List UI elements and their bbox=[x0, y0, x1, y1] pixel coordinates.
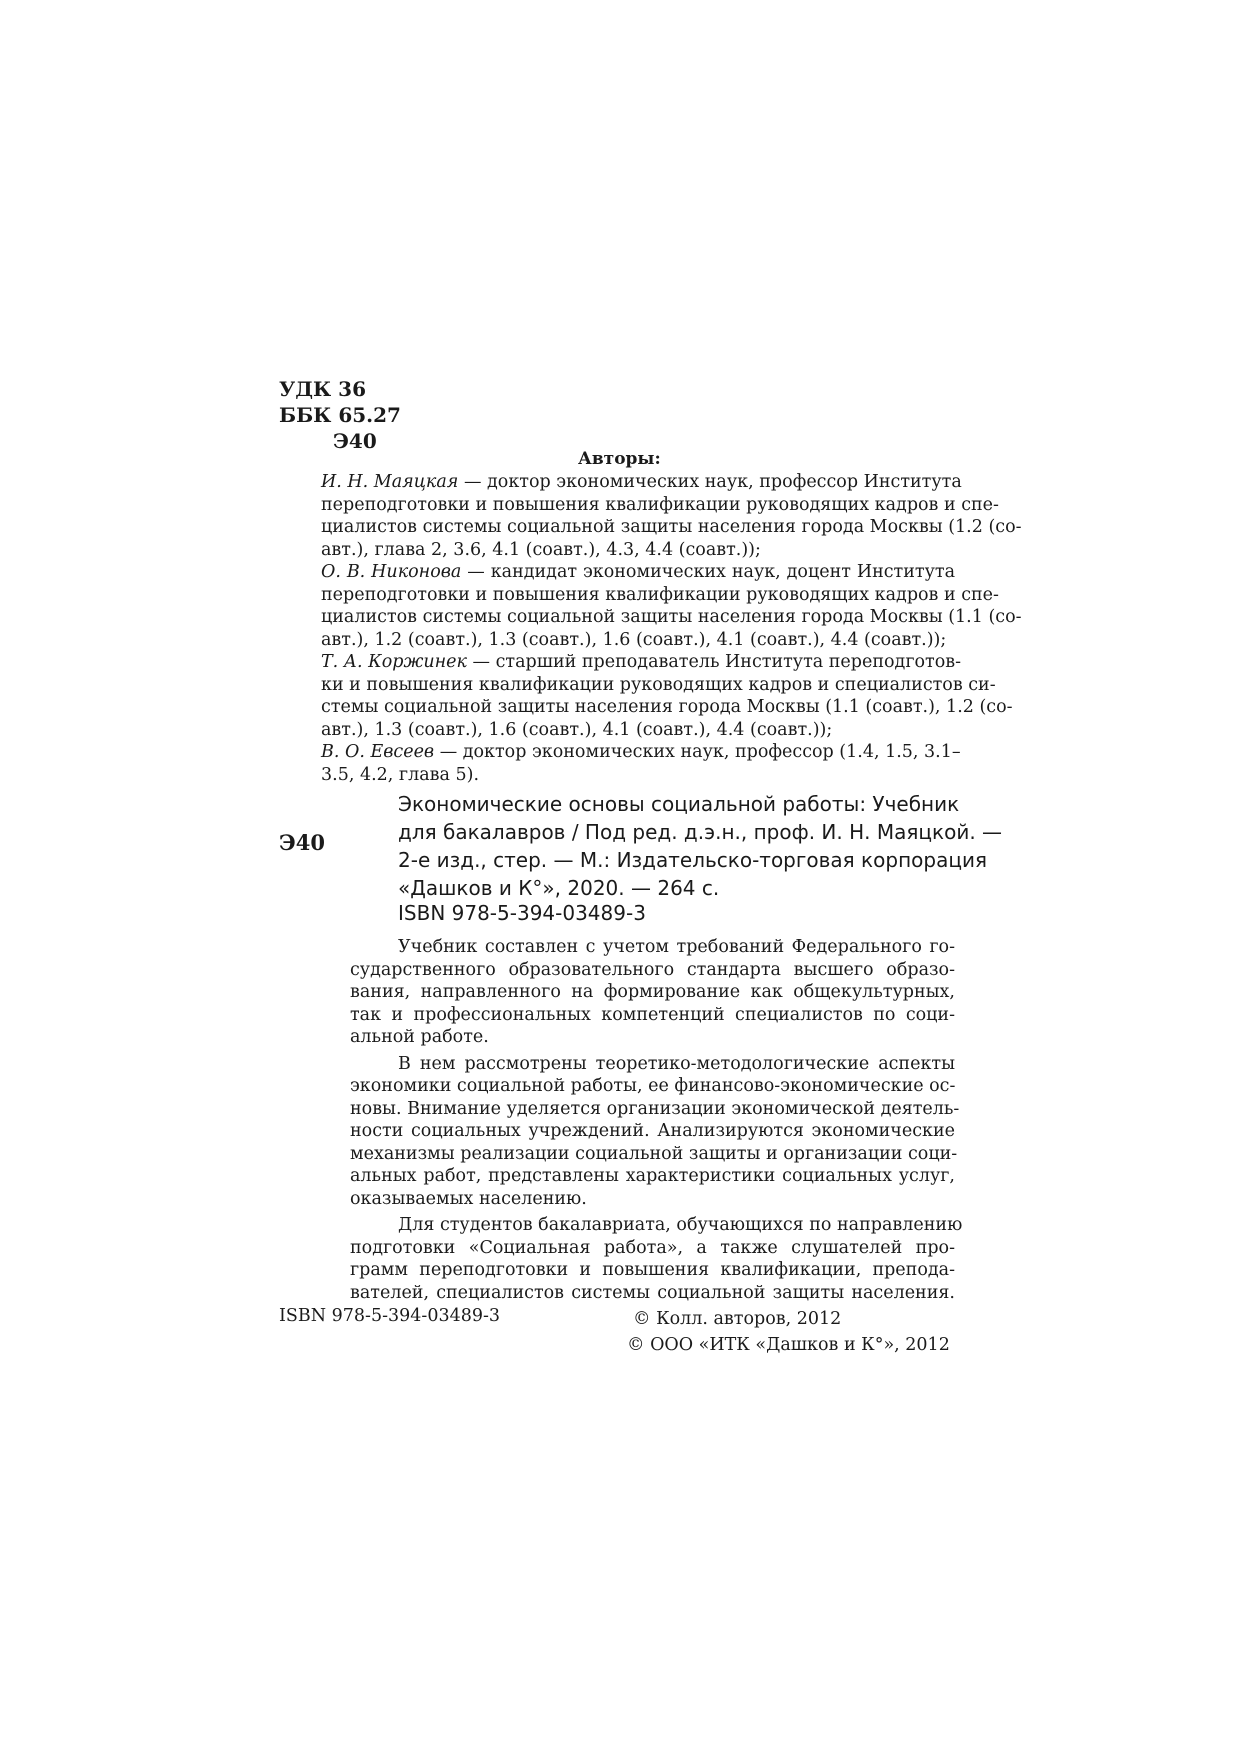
reference-line: «Дашков и К°», 2020. — 264 с. bbox=[398, 876, 720, 900]
annotation-paragraph bbox=[350, 1214, 963, 1304]
annotation-line: ности социальных учреждений. Анализируются экономические bbox=[350, 1121, 955, 1141]
annotation-line: Учебник составлен с учетом требований Федерального го- bbox=[398, 937, 955, 957]
annotation-line: грамм переподготовки и повышения квалификации, препода- bbox=[350, 1260, 955, 1280]
annotation-line: новы. Внимание уделяется организации экономической деятель- bbox=[350, 1098, 960, 1119]
author-line: авт.), глава 2, 3.6, 4.1 (соавт.), 4.3, 4.4 (соавт.)); bbox=[321, 539, 761, 560]
annotation-line: оказываемых населению. bbox=[350, 1188, 587, 1209]
reference-line: для бакалавров / Под ред. д.э.н., проф. И. Н. Маяцкой. — bbox=[398, 820, 1003, 844]
footer-isbn: ISBN 978-5-394-03489-3 bbox=[279, 1306, 501, 1326]
authors-title: Авторы: bbox=[578, 449, 661, 469]
copyright-block bbox=[627, 1306, 950, 1358]
copyright-publisher: © ООО «ИТК «Дашков и К°», 2012 bbox=[627, 1335, 950, 1355]
classification-codes bbox=[279, 376, 401, 454]
annotation-line: подготовки «Социальная работа», а также слушателей про- bbox=[350, 1237, 955, 1258]
author-line: авт.), 1.3 (соавт.), 1.6 (соавт.), 4.1 (соавт.), 4.4 (соавт.)); bbox=[321, 719, 833, 740]
author-entry bbox=[279, 651, 1013, 741]
bbk-code: ББК 65.27 bbox=[279, 403, 401, 427]
author-line: — кандидат экономических наук, доцент Института bbox=[461, 562, 955, 582]
book-reference bbox=[398, 790, 1003, 902]
reference-isbn: ISBN 978-5-394-03489-3 bbox=[398, 901, 646, 925]
author-line: переподготовки и повышения квалификации руководящих кадров и спе- bbox=[321, 494, 999, 515]
annotation-line: Для студентов бакалавриата, обучающихся по направлению bbox=[398, 1215, 963, 1235]
annotation-line: экономики социальной работы, ее финансово-экономические ос- bbox=[350, 1076, 956, 1096]
author-name: В. О. Евсеев bbox=[321, 742, 435, 762]
annotation bbox=[350, 936, 963, 1308]
annotation-line: альных работ, представлены характеристики социальных услуг, bbox=[350, 1166, 955, 1186]
reference-line: Экономические основы социальной работы: Учебник bbox=[398, 792, 960, 816]
annotation-line: В нем рассмотрены теоретико-методологические аспекты bbox=[398, 1053, 955, 1074]
annotation-line: сударственного образовательного стандарта высшего образо- bbox=[350, 959, 955, 980]
author-line: — доктор экономических наук, профессор (1.4, 1.5, 3.1– bbox=[434, 742, 961, 762]
annotation-line: альной работе. bbox=[350, 1027, 489, 1047]
authors-list bbox=[279, 471, 1022, 786]
author-name: О. В. Никонова bbox=[321, 562, 462, 582]
author-line: циалистов системы социальной защиты населения города Москвы (1.1 (со- bbox=[321, 607, 1022, 627]
annotation-paragraph bbox=[350, 936, 955, 1049]
author-line: 3.5, 4.2, глава 5). bbox=[321, 764, 480, 785]
annotation-line: так и профессиональных компетенций специалистов по соци- bbox=[350, 1004, 955, 1025]
author-line: переподготовки и повышения квалификации руководящих кадров и спе- bbox=[321, 584, 999, 605]
author-entry bbox=[279, 561, 1022, 651]
reference-code: Э40 bbox=[279, 830, 325, 855]
author-name: Т. А. Коржинек bbox=[321, 652, 467, 672]
author-line: — доктор экономических наук, профессор Института bbox=[458, 472, 962, 492]
author-sign: Э40 bbox=[333, 429, 377, 453]
author-line: — старший преподаватель Института переподготов- bbox=[466, 652, 962, 672]
author-line: циалистов системы социальной защиты населения города Москвы (1.2 (со- bbox=[321, 517, 1022, 537]
author-line: ки и повышения квалификации руководящих кадров и специалистов си- bbox=[321, 674, 996, 695]
reference-line: 2-е изд., стер. — М.: Издательско-торговая корпорация bbox=[398, 848, 987, 872]
author-line: авт.), 1.2 (соавт.), 1.3 (соавт.), 1.6 (соавт.), 4.1 (соавт.), 4.4 (соавт.)); bbox=[321, 629, 947, 650]
udk-code: УДК 36 bbox=[279, 377, 367, 401]
author-entry bbox=[279, 741, 961, 786]
annotation-line: вания, направленного на формирование как общекультурных, bbox=[350, 982, 955, 1002]
annotation-line: механизмы реализации социальной защиты и организации соци- bbox=[350, 1143, 958, 1164]
author-line: стемы социальной защиты населения города Москвы (1.1 (соавт.), 1.2 (со- bbox=[321, 697, 1013, 717]
copyright-authors: © Колл. авторов, 2012 bbox=[633, 1309, 842, 1329]
author-name: И. Н. Маяцкая bbox=[321, 472, 459, 492]
author-entry bbox=[279, 471, 1022, 561]
annotation-line: вателей, специалистов системы социальной защиты населения. bbox=[350, 1282, 955, 1303]
annotation-paragraph bbox=[350, 1053, 960, 1211]
